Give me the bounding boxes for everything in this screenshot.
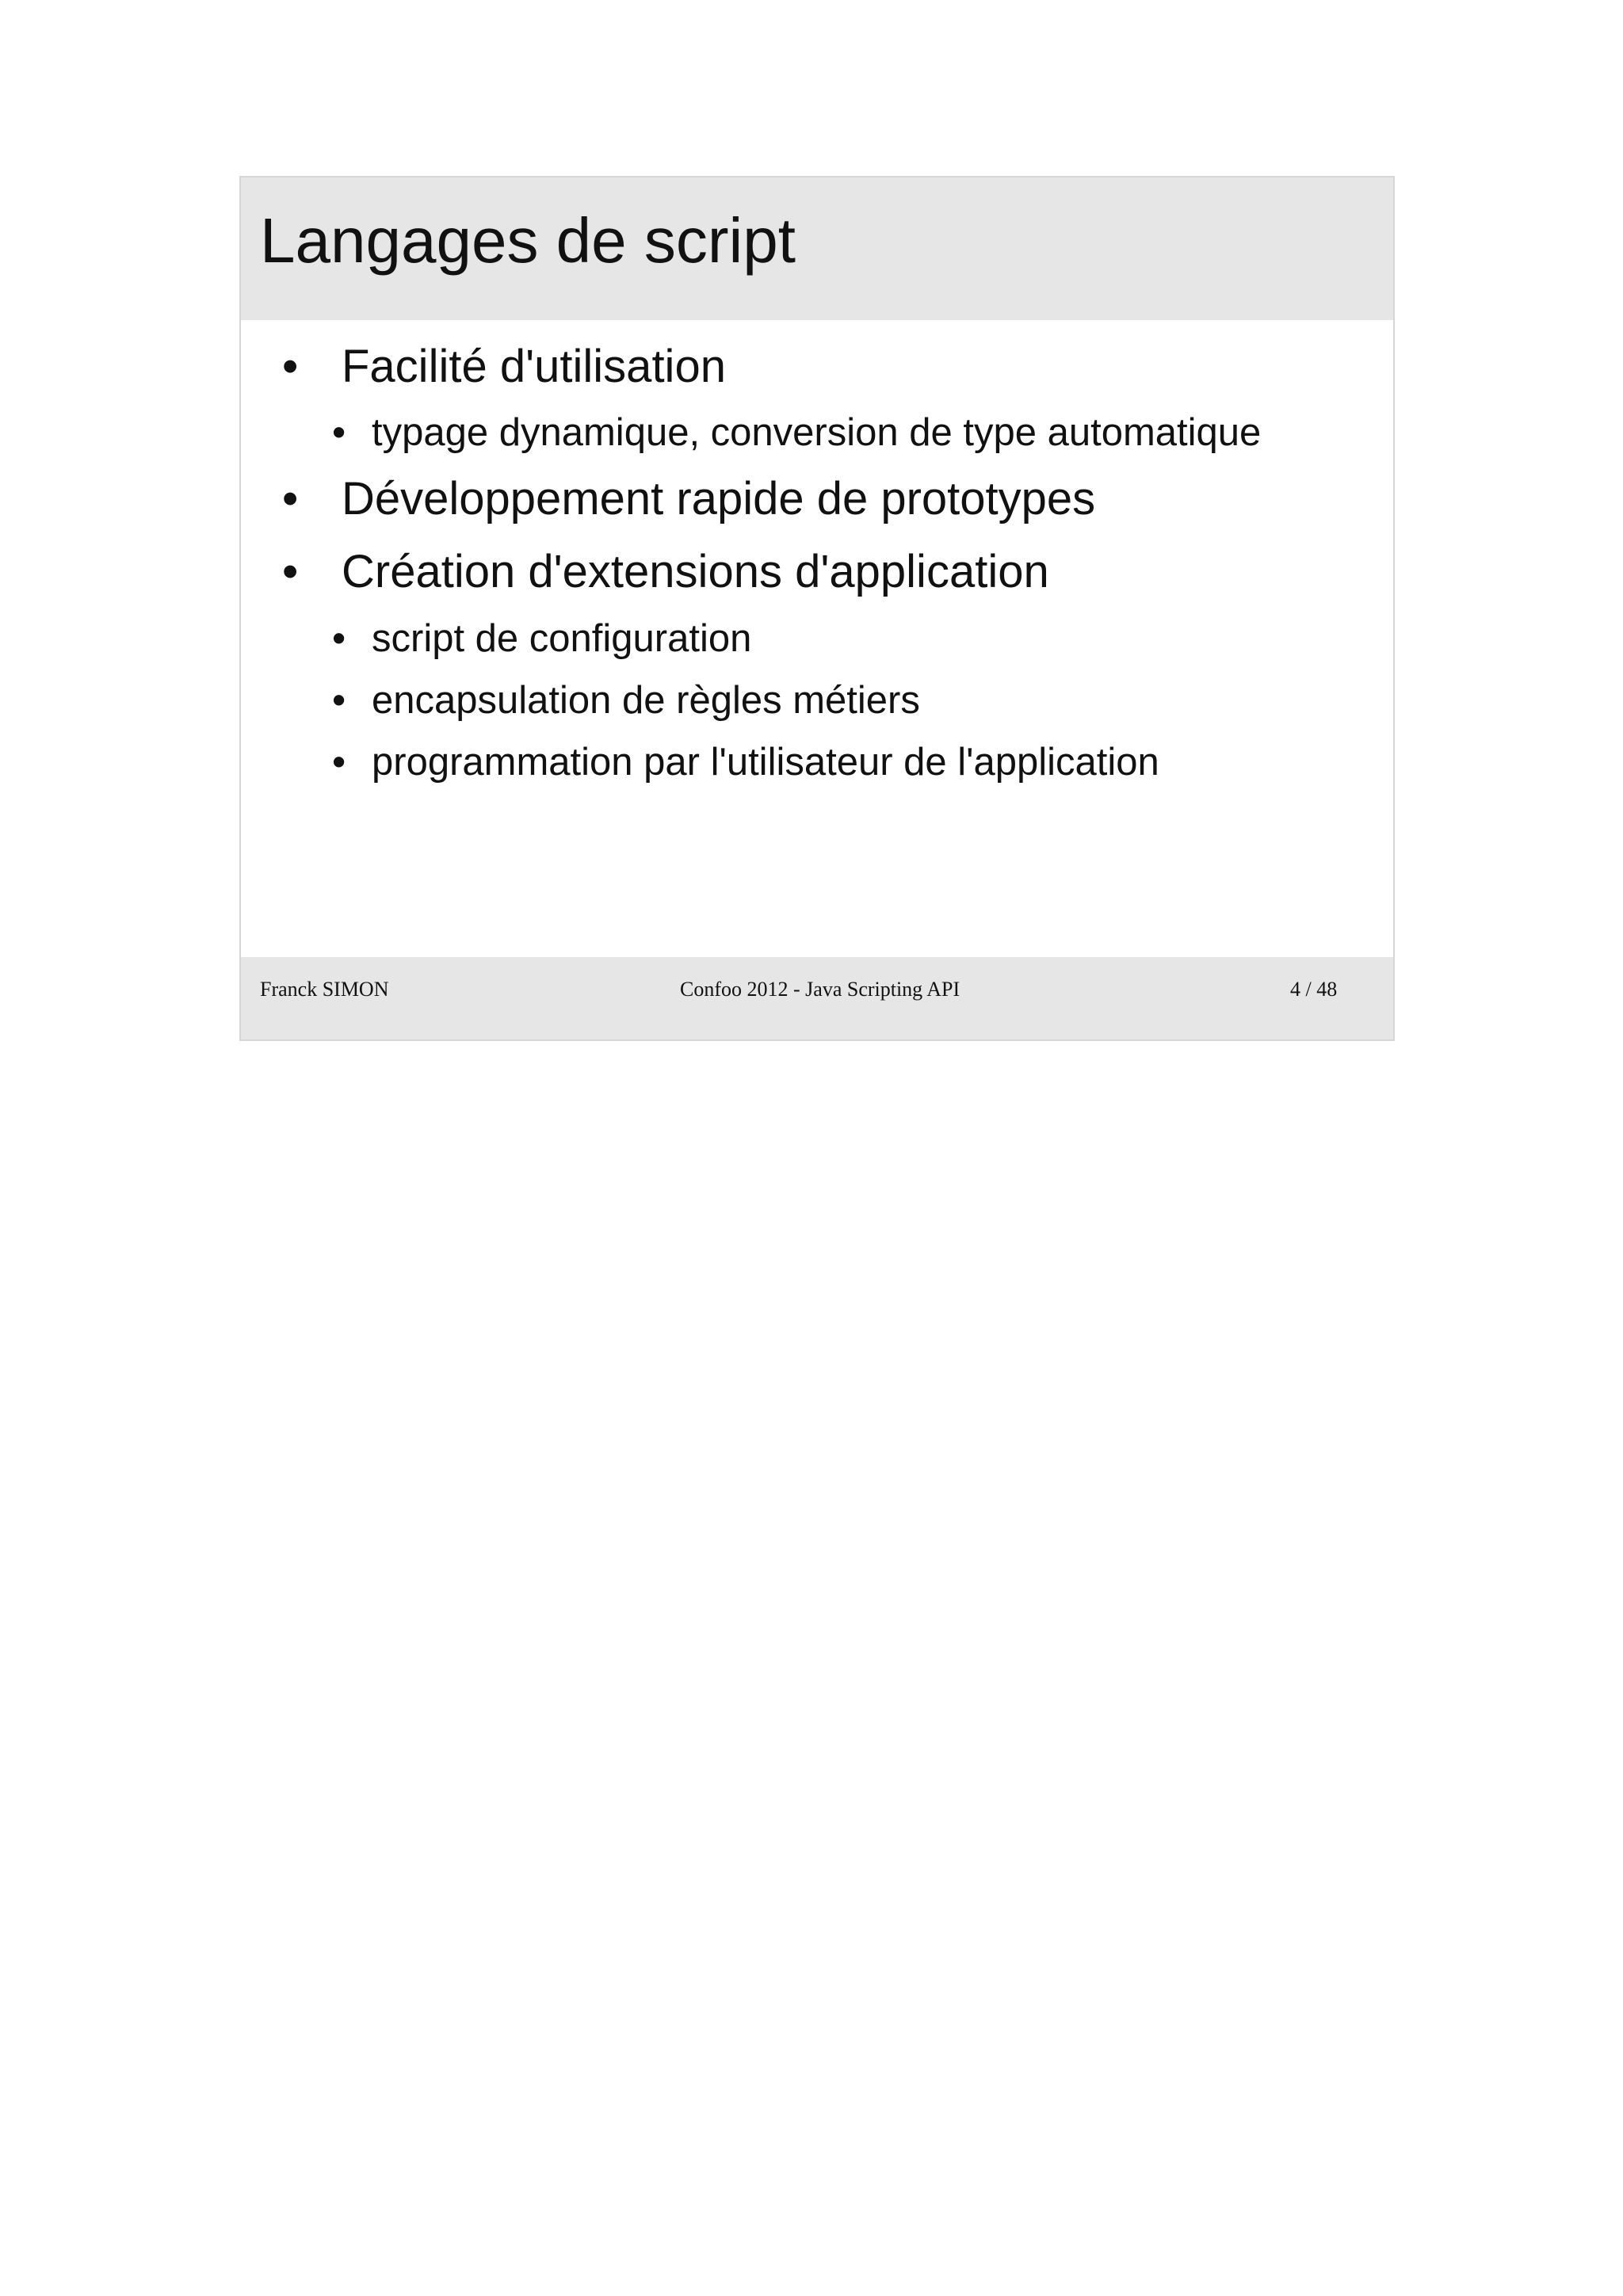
bullet-text: programmation par l'utilisateur de l'application: [372, 741, 1159, 784]
bullet-dot-icon: •: [332, 411, 346, 454]
slide-body: [241, 320, 1393, 898]
slide-header: [241, 177, 1393, 320]
footer-author: Franck SIMON: [260, 978, 389, 1001]
bullet-text: Création d'extensions d'application: [342, 546, 1049, 597]
bullet-dot-icon: •: [332, 617, 346, 660]
bullet-dot-icon: •: [332, 741, 346, 784]
slide-title: Langages de script: [260, 205, 796, 276]
slide-footer: [241, 957, 1393, 1039]
bullet-text: Facilité d'utilisation: [342, 341, 726, 392]
footer-event: Confoo 2012 - Java Scripting API: [680, 978, 960, 1001]
bullet-dot-icon: •: [282, 341, 299, 392]
slide: [239, 176, 1395, 1041]
bullet-dot-icon: •: [282, 473, 299, 524]
bullet-text: Développement rapide de prototypes: [342, 473, 1096, 524]
bullet-text: script de configuration: [372, 617, 752, 660]
bullet-text: typage dynamique, conversion de type automatique: [372, 411, 1262, 454]
bullet-text: encapsulation de règles métiers: [372, 679, 920, 722]
bullet-dot-icon: •: [332, 679, 346, 722]
page-number: 4 / 48: [1290, 978, 1338, 1001]
bullet-dot-icon: •: [282, 546, 299, 597]
